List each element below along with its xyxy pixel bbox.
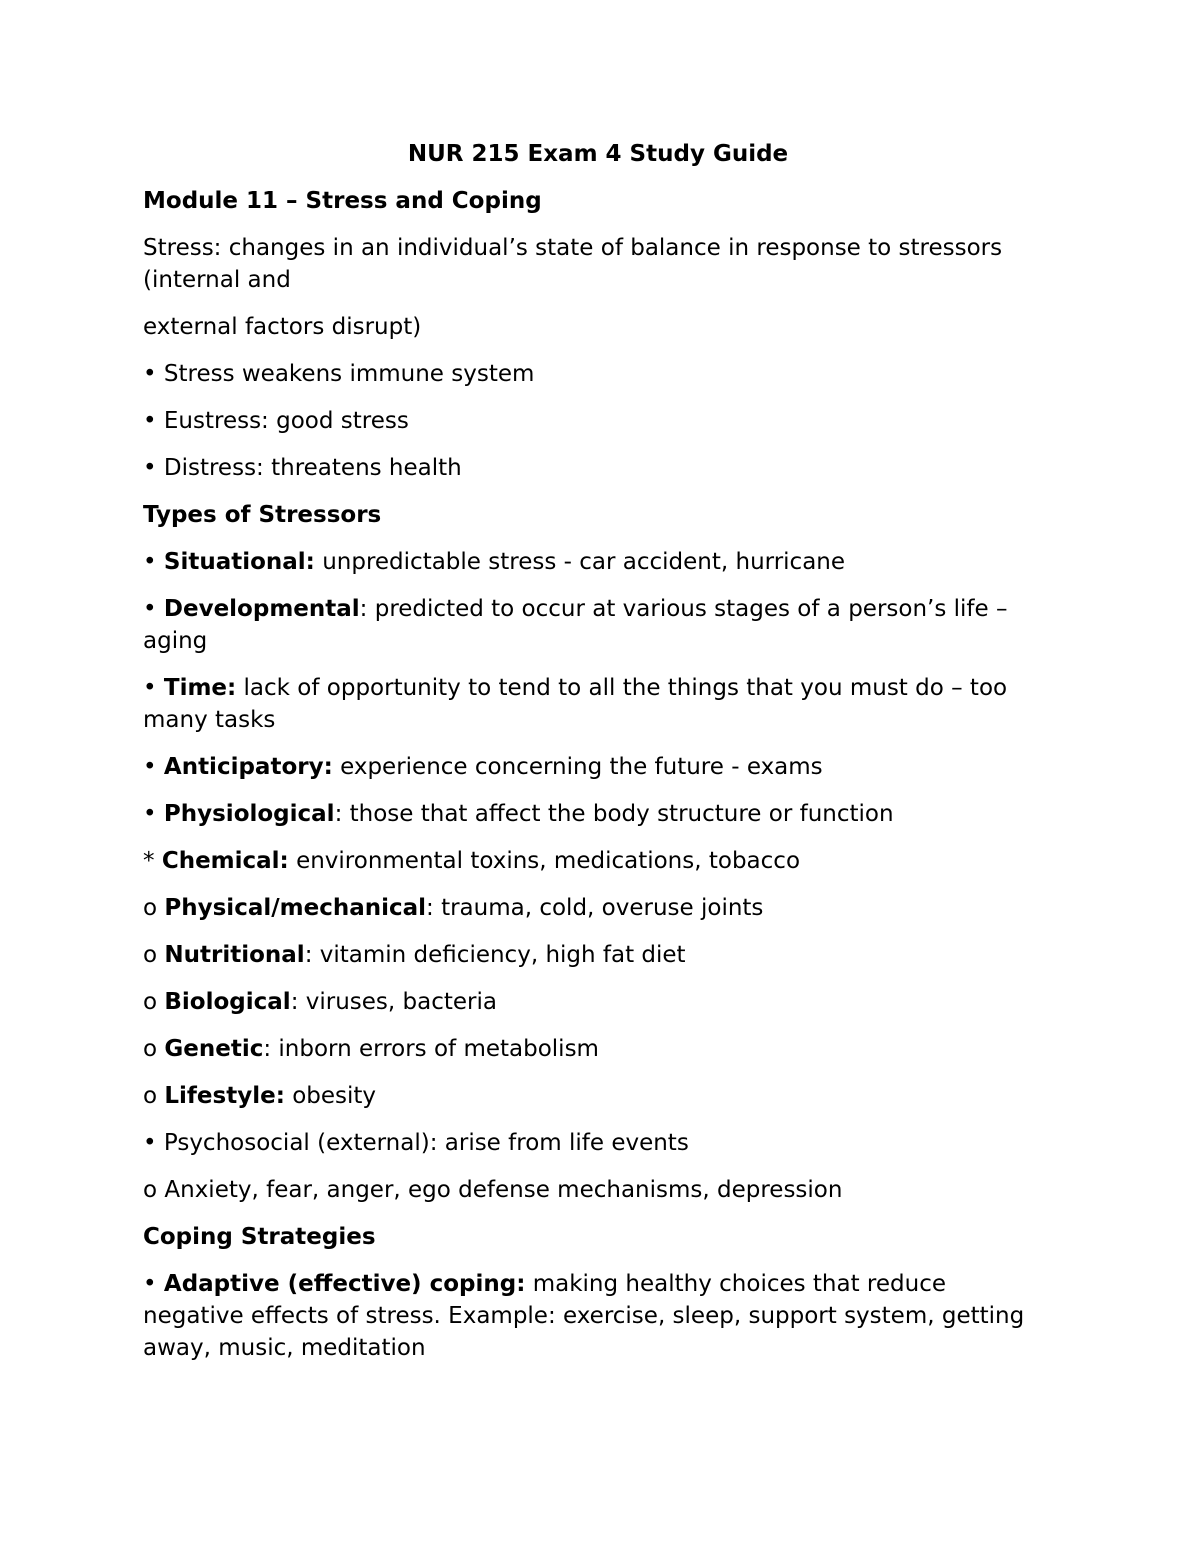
- module-heading: Module 11 – Stress and Coping: [143, 188, 542, 214]
- item-term: Biological: [164, 989, 291, 1015]
- item-term: Nutritional: [164, 942, 305, 968]
- psychosocial-line: • Psychosocial (external): arise from life events: [143, 1130, 689, 1156]
- item-term: Time:: [163, 675, 237, 701]
- item-term: Situational:: [163, 549, 315, 575]
- item-text: : those that affect the body structure or function: [334, 801, 894, 827]
- item-text: : trauma, cold, overuse joints: [426, 895, 764, 921]
- item-text: : inborn errors of metabolism: [263, 1036, 599, 1062]
- stress-bullet: • Stress weakens immune system: [143, 361, 535, 387]
- coping-strategies-heading: Coping Strategies: [143, 1224, 376, 1250]
- stress-definition-line-1: Stress: changes in an individual’s state of balance in response to stressors (internal and: [143, 235, 1003, 293]
- item-prefix: o: [143, 989, 165, 1015]
- item-prefix: •: [143, 596, 164, 622]
- stressor-item: [143, 845, 1053, 877]
- item-prefix: o: [143, 895, 165, 921]
- stressor-item: [143, 593, 1053, 657]
- stressor-item: [143, 672, 1053, 736]
- item-text: : predicted to occur at various stages of a person’s life – aging: [143, 596, 1008, 654]
- item-text: unpredictable stress - car accident, hurricane: [314, 549, 846, 575]
- stressor-item: [143, 939, 1053, 971]
- psychosocial-sub-line: o Anxiety, fear, anger, ego defense mechanisms, depression: [143, 1177, 843, 1203]
- item-prefix: •: [143, 754, 164, 780]
- stressor-item: [143, 1080, 1053, 1112]
- stressor-item: [143, 798, 1053, 830]
- item-prefix: •: [143, 675, 164, 701]
- stressor-item: [143, 1033, 1053, 1065]
- item-text: experience concerning the future - exams: [332, 754, 823, 780]
- item-prefix: •: [143, 549, 164, 575]
- types-of-stressors-heading: Types of Stressors: [143, 502, 382, 528]
- stress-definition: [143, 232, 1053, 296]
- document-title: NUR 215 Exam 4 Study Guide: [407, 141, 789, 167]
- coping-item: [143, 1268, 1053, 1364]
- stress-definition-line-2: external factors disrupt): [143, 314, 422, 340]
- item-term: Anticipatory:: [163, 754, 333, 780]
- item-term: Chemical:: [161, 848, 289, 874]
- item-prefix: o: [143, 1036, 165, 1062]
- stressor-item: [143, 986, 1053, 1018]
- document-page: [143, 138, 1053, 1379]
- item-term: Lifestyle:: [164, 1083, 285, 1109]
- item-prefix: o: [143, 1083, 165, 1109]
- stress-bullet: • Distress: threatens health: [143, 455, 462, 481]
- item-text: lack of opportunity to tend to all the things that you must do – too many tasks: [143, 675, 1008, 733]
- item-term: Adaptive (effective) coping:: [163, 1271, 526, 1297]
- stress-bullet: • Eustress: good stress: [143, 408, 409, 434]
- item-text: : viruses, bacteria: [290, 989, 497, 1015]
- item-term: Genetic: [164, 1036, 264, 1062]
- item-text: making healthy choices that reduce negative effects of stress. Example: exercise, sleep, support system, getting away, music, meditation: [143, 1271, 1025, 1361]
- item-prefix: •: [143, 1271, 164, 1297]
- item-text: obesity: [284, 1083, 377, 1109]
- item-prefix: o: [143, 942, 165, 968]
- stressor-item: [143, 751, 1053, 783]
- item-prefix: *: [143, 848, 162, 874]
- item-term: Developmental: [163, 596, 360, 622]
- item-prefix: •: [143, 801, 164, 827]
- item-text: environmental toxins, medications, tobacco: [288, 848, 801, 874]
- stressor-item: [143, 892, 1053, 924]
- stressor-item: [143, 546, 1053, 578]
- item-term: Physiological: [163, 801, 335, 827]
- item-term: Physical/mechanical: [164, 895, 427, 921]
- item-text: : vitamin deficiency, high fat diet: [304, 942, 686, 968]
